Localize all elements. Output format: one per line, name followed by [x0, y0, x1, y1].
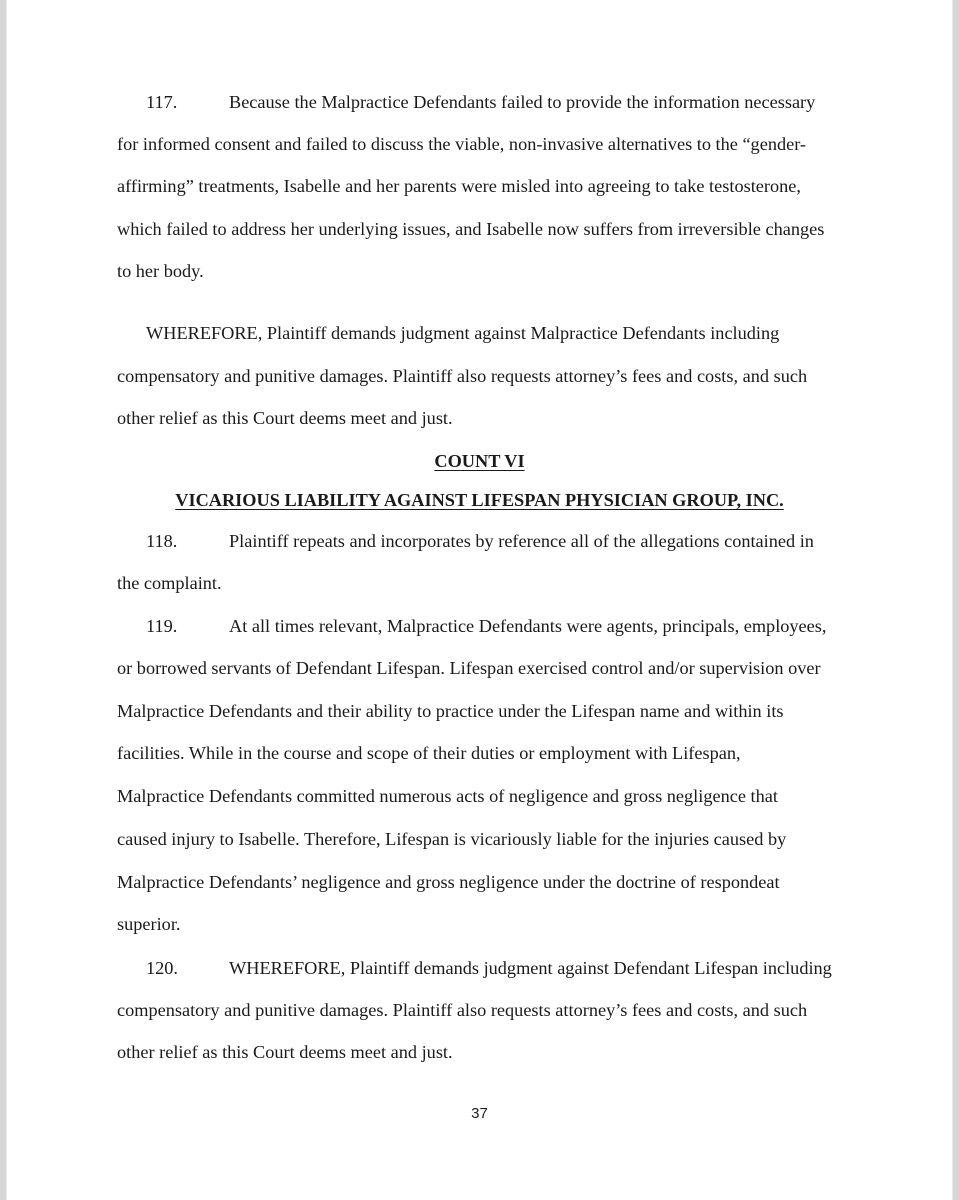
paragraph-line: At all times relevant, Malpractice Defendants were agents, principals, employees, [229, 616, 827, 636]
paragraph-line: other relief as this Court deems meet and just. [117, 1042, 453, 1062]
count-subheading: VICARIOUS LIABILITY AGAINST LIFESPAN PHYSICIAN GROUP, INC. [175, 490, 784, 510]
paragraph-line: or borrowed servants of Defendant Lifespan. Lifespan exercised control and/or supervision over [117, 658, 821, 678]
paragraph-line: superior. [117, 914, 181, 934]
paragraph-line: caused injury to Isabelle. Therefore, Lifespan is vicariously liable for the injuries caused by [117, 829, 787, 849]
paragraph-line: affirming” treatments, Isabelle and her parents were misled into agreeing to take testosterone, [117, 176, 801, 196]
paragraph-number: 117. [146, 92, 178, 112]
page-number: 37 [471, 1105, 488, 1122]
paragraph-line: compensatory and punitive damages. Plaintiff also requests attorney’s fees and costs, and such [117, 1000, 808, 1020]
paragraph-line: compensatory and punitive damages. Plaintiff also requests attorney’s fees and costs, and such [117, 366, 808, 386]
paragraph-line: Malpractice Defendants’ negligence and gross negligence under the doctrine of respondeat [117, 872, 780, 892]
paragraph-line: WHEREFORE, Plaintiff demands judgment against Defendant Lifespan including [229, 958, 832, 978]
paragraph-line: other relief as this Court deems meet and just. [117, 408, 453, 428]
paragraph-line: Because the Malpractice Defendants failed to provide the information necessary [229, 92, 816, 112]
paragraph-line: WHEREFORE, Plaintiff demands judgment against Malpractice Defendants including [146, 323, 780, 343]
paragraph-line: for informed consent and failed to discuss the viable, non-invasive alternatives to the “gender- [117, 134, 807, 154]
paragraph-number: 118. [146, 531, 178, 551]
paragraph-number: 120. [146, 958, 178, 978]
paragraph-line: to her body. [117, 261, 204, 281]
count-heading: COUNT VI [434, 451, 525, 471]
left-page-edge [0, 0, 7, 1200]
paragraph-number: 119. [146, 616, 178, 636]
paragraph-line: Plaintiff repeats and incorporates by reference all of the allegations contained in [229, 531, 814, 551]
paragraph-line: facilities. While in the course and scope of their duties or employment with Lifespan, [117, 743, 741, 763]
paragraph-line: Malpractice Defendants and their ability to practice under the Lifespan name and within its [117, 701, 784, 721]
paragraph-line: which failed to address her underlying issues, and Isabelle now suffers from irreversible changes [117, 219, 825, 239]
paragraph-line: Malpractice Defendants committed numerous acts of negligence and gross negligence that [117, 786, 778, 806]
right-page-edge [952, 0, 959, 1200]
paragraph-line: the complaint. [117, 573, 222, 593]
